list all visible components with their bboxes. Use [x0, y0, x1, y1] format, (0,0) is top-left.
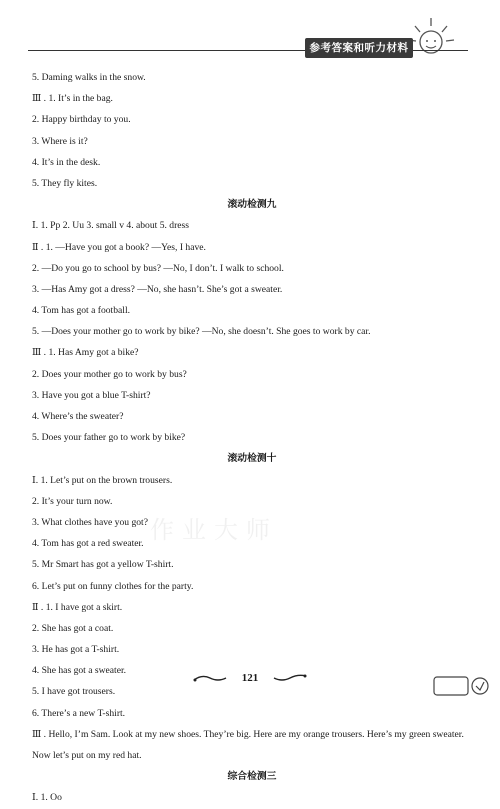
left-ornament-icon	[192, 672, 228, 684]
answer-line: 6. Let’s put on funny clothes for the party.	[32, 580, 194, 592]
answer-line: 4. Tom has got a football.	[32, 305, 131, 317]
answer-line: 3. —Has Amy got a dress? —No, she hasn’t. She’s got a sweater.	[32, 283, 283, 295]
answer-line: 4. It’s in the desk.	[32, 156, 101, 168]
watermark: 作业大师	[150, 516, 278, 544]
answer-line: 5. They fly kites.	[32, 177, 98, 189]
page-footer	[0, 668, 500, 688]
answer-line: Ⅰ. 1. Oo	[32, 792, 62, 804]
answer-line: Ⅱ . 1. I have got a skirt.	[32, 601, 123, 613]
answer-line: 5. Daming walks in the snow.	[32, 72, 146, 83]
answer-line: Ⅰ. 1. Pp 2. Uu 3. small v 4. about 5. dress	[32, 220, 190, 232]
page-header	[0, 0, 500, 62]
answer-line: 4. Tom has got a red sweater.	[32, 538, 144, 550]
answer-line: 4. She has got a sweater.	[32, 665, 127, 677]
answer-line: Ⅲ . Hello, I’m Sam. Look at my new shoes. They’re big. Here are my orange trousers. Here’s my green sweater.	[32, 728, 464, 740]
answer-line: Ⅲ . 1. Has Amy got a bike?	[32, 347, 139, 359]
answer-line: Ⅲ . 1. It’s in the bag.	[32, 93, 113, 105]
answer-line: 3. Where is it?	[32, 135, 88, 147]
section-heading: 综合检测三	[227, 771, 277, 783]
answer-line: 5. Does your father go to work by bike?	[32, 432, 186, 444]
sun-icon	[405, 14, 459, 58]
answer-line: 3. What clothes have you got?	[32, 516, 148, 528]
answer-line: 5. Mr Smart has got a yellow T-shirt.	[32, 559, 174, 571]
answer-line: 2. It’s your turn now.	[32, 495, 113, 507]
answer-line: 6. There’s a new T-shirt.	[32, 707, 126, 719]
answer-line: 5. —Does your mother go to work by bike? —No, she doesn’t. She goes to work by car.	[32, 326, 371, 338]
answer-line: 3. Have you got a blue T-shirt?	[32, 389, 151, 401]
corner-logo-icon	[432, 674, 492, 700]
answer-line: 4. Where’s the sweater?	[32, 411, 124, 422]
right-ornament-icon	[272, 672, 308, 684]
section-heading: 滚动检测十	[227, 453, 277, 465]
answer-content	[32, 67, 472, 809]
header-badge: 参考答案和听力材料	[305, 38, 413, 58]
page-number: 121	[241, 672, 259, 684]
answer-line: 2. Does your mother go to work by bus?	[32, 368, 187, 380]
answer-line: 2. She has got a coat.	[32, 622, 114, 634]
answer-line: Ⅰ. 1. Let’s put on the brown trousers.	[32, 474, 173, 486]
answer-line: 2. —Do you go to school by bus? —No, I don’t. I walk to school.	[32, 262, 284, 274]
answer-line: 5. I have got trousers.	[32, 686, 116, 698]
section-heading: 滚动检测九	[227, 199, 277, 211]
answer-line: 3. He has got a T-shirt.	[32, 644, 120, 656]
answer-line: 2. Happy birthday to you.	[32, 114, 131, 126]
answer-line: Now let’s put on my red hat.	[32, 750, 142, 761]
answer-line: Ⅱ . 1. —Have you got a book? —Yes, I have.	[32, 241, 206, 253]
